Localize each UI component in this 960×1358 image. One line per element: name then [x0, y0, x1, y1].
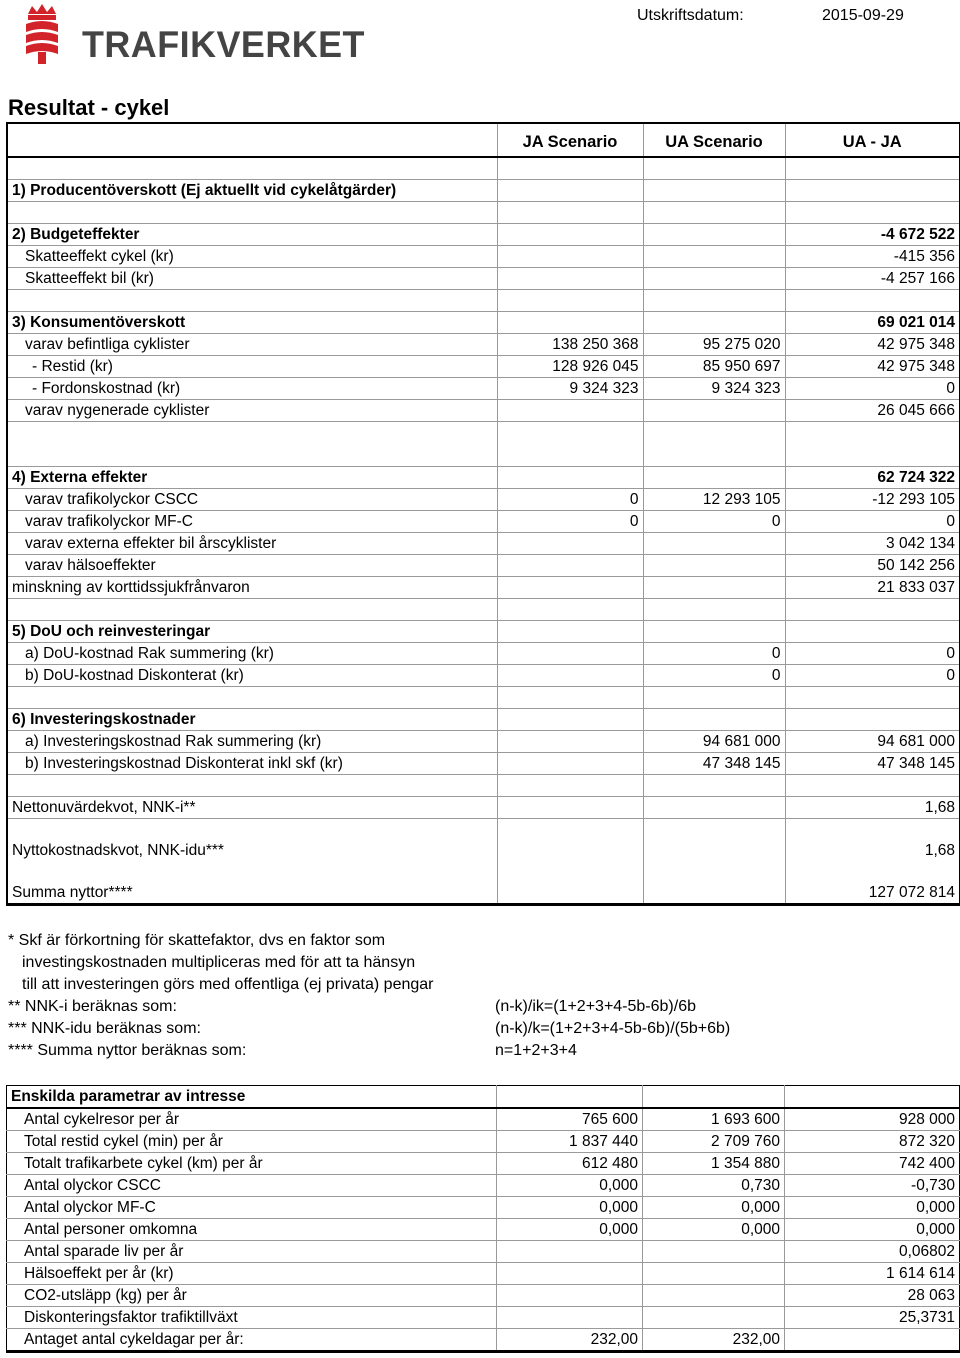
row-ja [497, 643, 643, 665]
row-ua [643, 555, 785, 577]
param-ja: 612 480 [497, 1153, 643, 1175]
row-diff: 94 681 000 [785, 731, 960, 753]
row-ua: 0 [643, 665, 785, 687]
param-ua: 2 709 760 [643, 1131, 785, 1153]
param-label: Antal olyckor CSCC [7, 1175, 497, 1197]
section-5-label: 5) DoU och reinvesteringar [7, 621, 497, 643]
table-row [7, 555, 960, 577]
param-label: Antal olyckor MF-C [7, 1197, 497, 1219]
row-diff: -415 356 [785, 246, 960, 268]
row-ja: 138 250 368 [497, 334, 643, 356]
footnote-3-formula: (n-k)/k=(1+2+3+4-5b-6b)/(5b+6b) [495, 1020, 731, 1037]
row-diff: 47 348 145 [785, 753, 960, 775]
row-diff: 0 [785, 643, 960, 665]
param-ja [497, 1263, 643, 1285]
nnki-row [7, 797, 960, 819]
param-ja: 0,000 [497, 1219, 643, 1241]
row-ja [497, 268, 643, 290]
row-ua: 47 348 145 [643, 753, 785, 775]
row-diff: 0 [785, 511, 960, 533]
table-row [7, 489, 960, 511]
table-row [7, 268, 960, 290]
table-row [7, 1263, 960, 1285]
header-row [7, 123, 960, 157]
footnote-4-formula: n=1+2+3+4 [495, 1042, 577, 1059]
footnote-1-cont-a: investingskostnaden multipliceras med för att ta hänsyn [22, 954, 416, 971]
row-ja [497, 555, 643, 577]
summa-row [7, 882, 960, 905]
row-ua [643, 533, 785, 555]
table-row [7, 378, 960, 400]
section-1-label: 1) Producentöverskott (Ej aktuellt vid cykelåtgärder) [7, 180, 497, 202]
row-ua [643, 400, 785, 422]
row-diff: 3 042 134 [785, 533, 960, 555]
footnote-1-cont-b: till att investeringen görs med offentliga (ej privata) pengar [22, 976, 434, 993]
param-diff: 872 320 [785, 1131, 960, 1153]
parameters-title: Enskilda parametrar av intresse [7, 1086, 497, 1109]
row-ua: 0 [643, 643, 785, 665]
row-label: minskning av korttidssjukfrånvaron [7, 577, 497, 599]
nnkidu-row [7, 840, 960, 861]
row-label: varav nygenerade cyklister [7, 400, 497, 422]
param-ua: 232,00 [643, 1329, 785, 1352]
footnote-1: * Skf är förkortning för skattefaktor, dvs en faktor som [8, 932, 386, 949]
parameters-header [7, 1086, 960, 1109]
param-ua [643, 1241, 785, 1263]
row-ja [497, 246, 643, 268]
section-2-label: 2) Budgeteffekter [7, 224, 497, 246]
row-label: varav hälsoeffekter [7, 555, 497, 577]
row-ua [643, 268, 785, 290]
row-diff: 50 142 256 [785, 555, 960, 577]
col-header-diff: UA - JA [785, 123, 960, 157]
param-ua: 0,000 [643, 1219, 785, 1241]
crown-icon [22, 2, 62, 64]
table-row [7, 1175, 960, 1197]
row-label: Skatteeffekt bil (kr) [7, 268, 497, 290]
param-ja: 0,000 [497, 1197, 643, 1219]
param-label: Hälsoeffekt per år (kr) [7, 1263, 497, 1285]
table-row [7, 643, 960, 665]
section-6-label: 6) Investeringskostnader [7, 709, 497, 731]
section-1-row [7, 180, 960, 202]
row-ua: 9 324 323 [643, 378, 785, 400]
row-ua: 12 293 105 [643, 489, 785, 511]
nnkidu-label: Nyttokostnadskvot, NNK-idu*** [7, 840, 497, 861]
row-diff: 0 [785, 378, 960, 400]
table-row [7, 577, 960, 599]
table-row [7, 1197, 960, 1219]
parameters-table [6, 1085, 960, 1353]
row-diff: -4 257 166 [785, 268, 960, 290]
row-ja [497, 577, 643, 599]
param-ua [643, 1285, 785, 1307]
param-diff: 0,000 [785, 1219, 960, 1241]
row-ja [497, 400, 643, 422]
section-2-row [7, 224, 960, 246]
table-row [7, 334, 960, 356]
page-title: Resultat - cykel [8, 95, 170, 120]
param-diff [785, 1329, 960, 1352]
row-diff: 0 [785, 665, 960, 687]
col-header-ua: UA Scenario [643, 123, 785, 157]
param-ja: 0,000 [497, 1175, 643, 1197]
row-label: b) Investeringskostnad Diskonterat inkl skf (kr) [7, 753, 497, 775]
results-table [6, 122, 960, 906]
param-ua: 0,730 [643, 1175, 785, 1197]
param-label: Diskonteringsfaktor trafiktillväxt [7, 1307, 497, 1329]
param-label: Antal personer omkomna [7, 1219, 497, 1241]
footnote-3-label: *** NNK-idu beräknas som: [8, 1020, 201, 1037]
section-5-row [7, 621, 960, 643]
row-ja: 9 324 323 [497, 378, 643, 400]
row-diff: -12 293 105 [785, 489, 960, 511]
param-ja: 765 600 [497, 1108, 643, 1131]
section-4-row [7, 467, 960, 489]
param-ua: 1 354 880 [643, 1153, 785, 1175]
row-label: a) DoU-kostnad Rak summering (kr) [7, 643, 497, 665]
trafikverket-logo [22, 2, 372, 64]
row-ja: 0 [497, 511, 643, 533]
param-diff: 1 614 614 [785, 1263, 960, 1285]
section-2-diff: -4 672 522 [785, 224, 960, 246]
param-ja [497, 1307, 643, 1329]
row-ua: 85 950 697 [643, 356, 785, 378]
row-ua [643, 246, 785, 268]
param-diff: 0,06802 [785, 1241, 960, 1263]
table-row [7, 1241, 960, 1263]
table-row [7, 246, 960, 268]
row-ja [497, 731, 643, 753]
table-row [7, 731, 960, 753]
param-diff: 28 063 [785, 1285, 960, 1307]
summa-value: 127 072 814 [868, 884, 955, 901]
param-ja [497, 1241, 643, 1263]
row-label: varav trafikolyckor MF-C [7, 511, 497, 533]
row-diff: 26 045 666 [785, 400, 960, 422]
row-label: - Fordonskostnad (kr) [7, 378, 497, 400]
table-row [7, 1307, 960, 1329]
row-diff: 42 975 348 [785, 356, 960, 378]
table-row [7, 511, 960, 533]
table-row [7, 533, 960, 555]
row-label: Skatteeffekt cykel (kr) [7, 246, 497, 268]
param-label: Total restid cykel (min) per år [7, 1131, 497, 1153]
row-label: varav externa effekter bil årscyklister [7, 533, 497, 555]
footnote-4-label: **** Summa nyttor beräknas som: [8, 1042, 247, 1059]
section-4-diff: 62 724 322 [785, 467, 960, 489]
section-3-label: 3) Konsumentöverskott [7, 312, 497, 334]
nnki-label: Nettonuvärdekvot, NNK-i** [7, 797, 497, 819]
nnkidu-value: 1,68 [924, 842, 955, 859]
param-ja: 232,00 [497, 1329, 643, 1352]
table-row [7, 356, 960, 378]
param-diff: 25,3731 [785, 1307, 960, 1329]
row-ua: 0 [643, 511, 785, 533]
row-ja: 128 926 045 [497, 356, 643, 378]
row-label: varav trafikolyckor CSCC [7, 489, 497, 511]
table-row [7, 1108, 960, 1131]
param-ua: 1 693 600 [643, 1108, 785, 1131]
table-row [7, 1153, 960, 1175]
row-diff: 21 833 037 [785, 577, 960, 599]
table-row [7, 1131, 960, 1153]
param-label: Antal cykelresor per år [7, 1108, 497, 1131]
section-3-row [7, 312, 960, 334]
table-row [7, 400, 960, 422]
row-ua: 95 275 020 [643, 334, 785, 356]
row-diff: 42 975 348 [785, 334, 960, 356]
section-6-row [7, 709, 960, 731]
table-row [7, 753, 960, 775]
row-ja: 0 [497, 489, 643, 511]
param-ua [643, 1263, 785, 1285]
table-row [7, 1329, 960, 1352]
param-diff: -0,730 [785, 1175, 960, 1197]
param-diff: 928 000 [785, 1108, 960, 1131]
table-row [7, 1285, 960, 1307]
footnote-2-label: ** NNK-i beräknas som: [8, 998, 177, 1015]
param-ua [643, 1307, 785, 1329]
row-label: a) Investeringskostnad Rak summering (kr) [7, 731, 497, 753]
section-3-diff: 69 021 014 [785, 312, 960, 334]
row-ja [497, 665, 643, 687]
param-ja [497, 1285, 643, 1307]
param-label: Antal sparade liv per år [7, 1241, 497, 1263]
param-ja: 1 837 440 [497, 1131, 643, 1153]
param-diff: 742 400 [785, 1153, 960, 1175]
row-ua: 94 681 000 [643, 731, 785, 753]
row-ja [497, 533, 643, 555]
param-diff: 0,000 [785, 1197, 960, 1219]
table-row [7, 665, 960, 687]
table-row [7, 1219, 960, 1241]
row-label: varav befintliga cyklister [7, 334, 497, 356]
nnki-value: 1,68 [785, 797, 960, 819]
col-header-ja: JA Scenario [497, 123, 643, 157]
summa-label: Summa nyttor**** [7, 882, 497, 905]
row-ja [497, 753, 643, 775]
print-date-value: 2015-09-29 [822, 7, 904, 24]
section-4-label: 4) Externa effekter [7, 467, 497, 489]
row-ua [643, 577, 785, 599]
footnote-2-formula: (n-k)/ik=(1+2+3+4-5b-6b)/6b [495, 998, 696, 1015]
row-label: b) DoU-kostnad Diskonterat (kr) [7, 665, 497, 687]
param-label: Antaget antal cykeldagar per år: [7, 1329, 497, 1352]
param-label: CO2-utsläpp (kg) per år [7, 1285, 497, 1307]
param-ua: 0,000 [643, 1197, 785, 1219]
param-label: Totalt trafikarbete cykel (km) per år [7, 1153, 497, 1175]
row-label: - Restid (kr) [7, 356, 497, 378]
print-date-label: Utskriftsdatum: [637, 7, 744, 24]
logo-wordmark: TRAFIKVERKET [82, 24, 365, 65]
